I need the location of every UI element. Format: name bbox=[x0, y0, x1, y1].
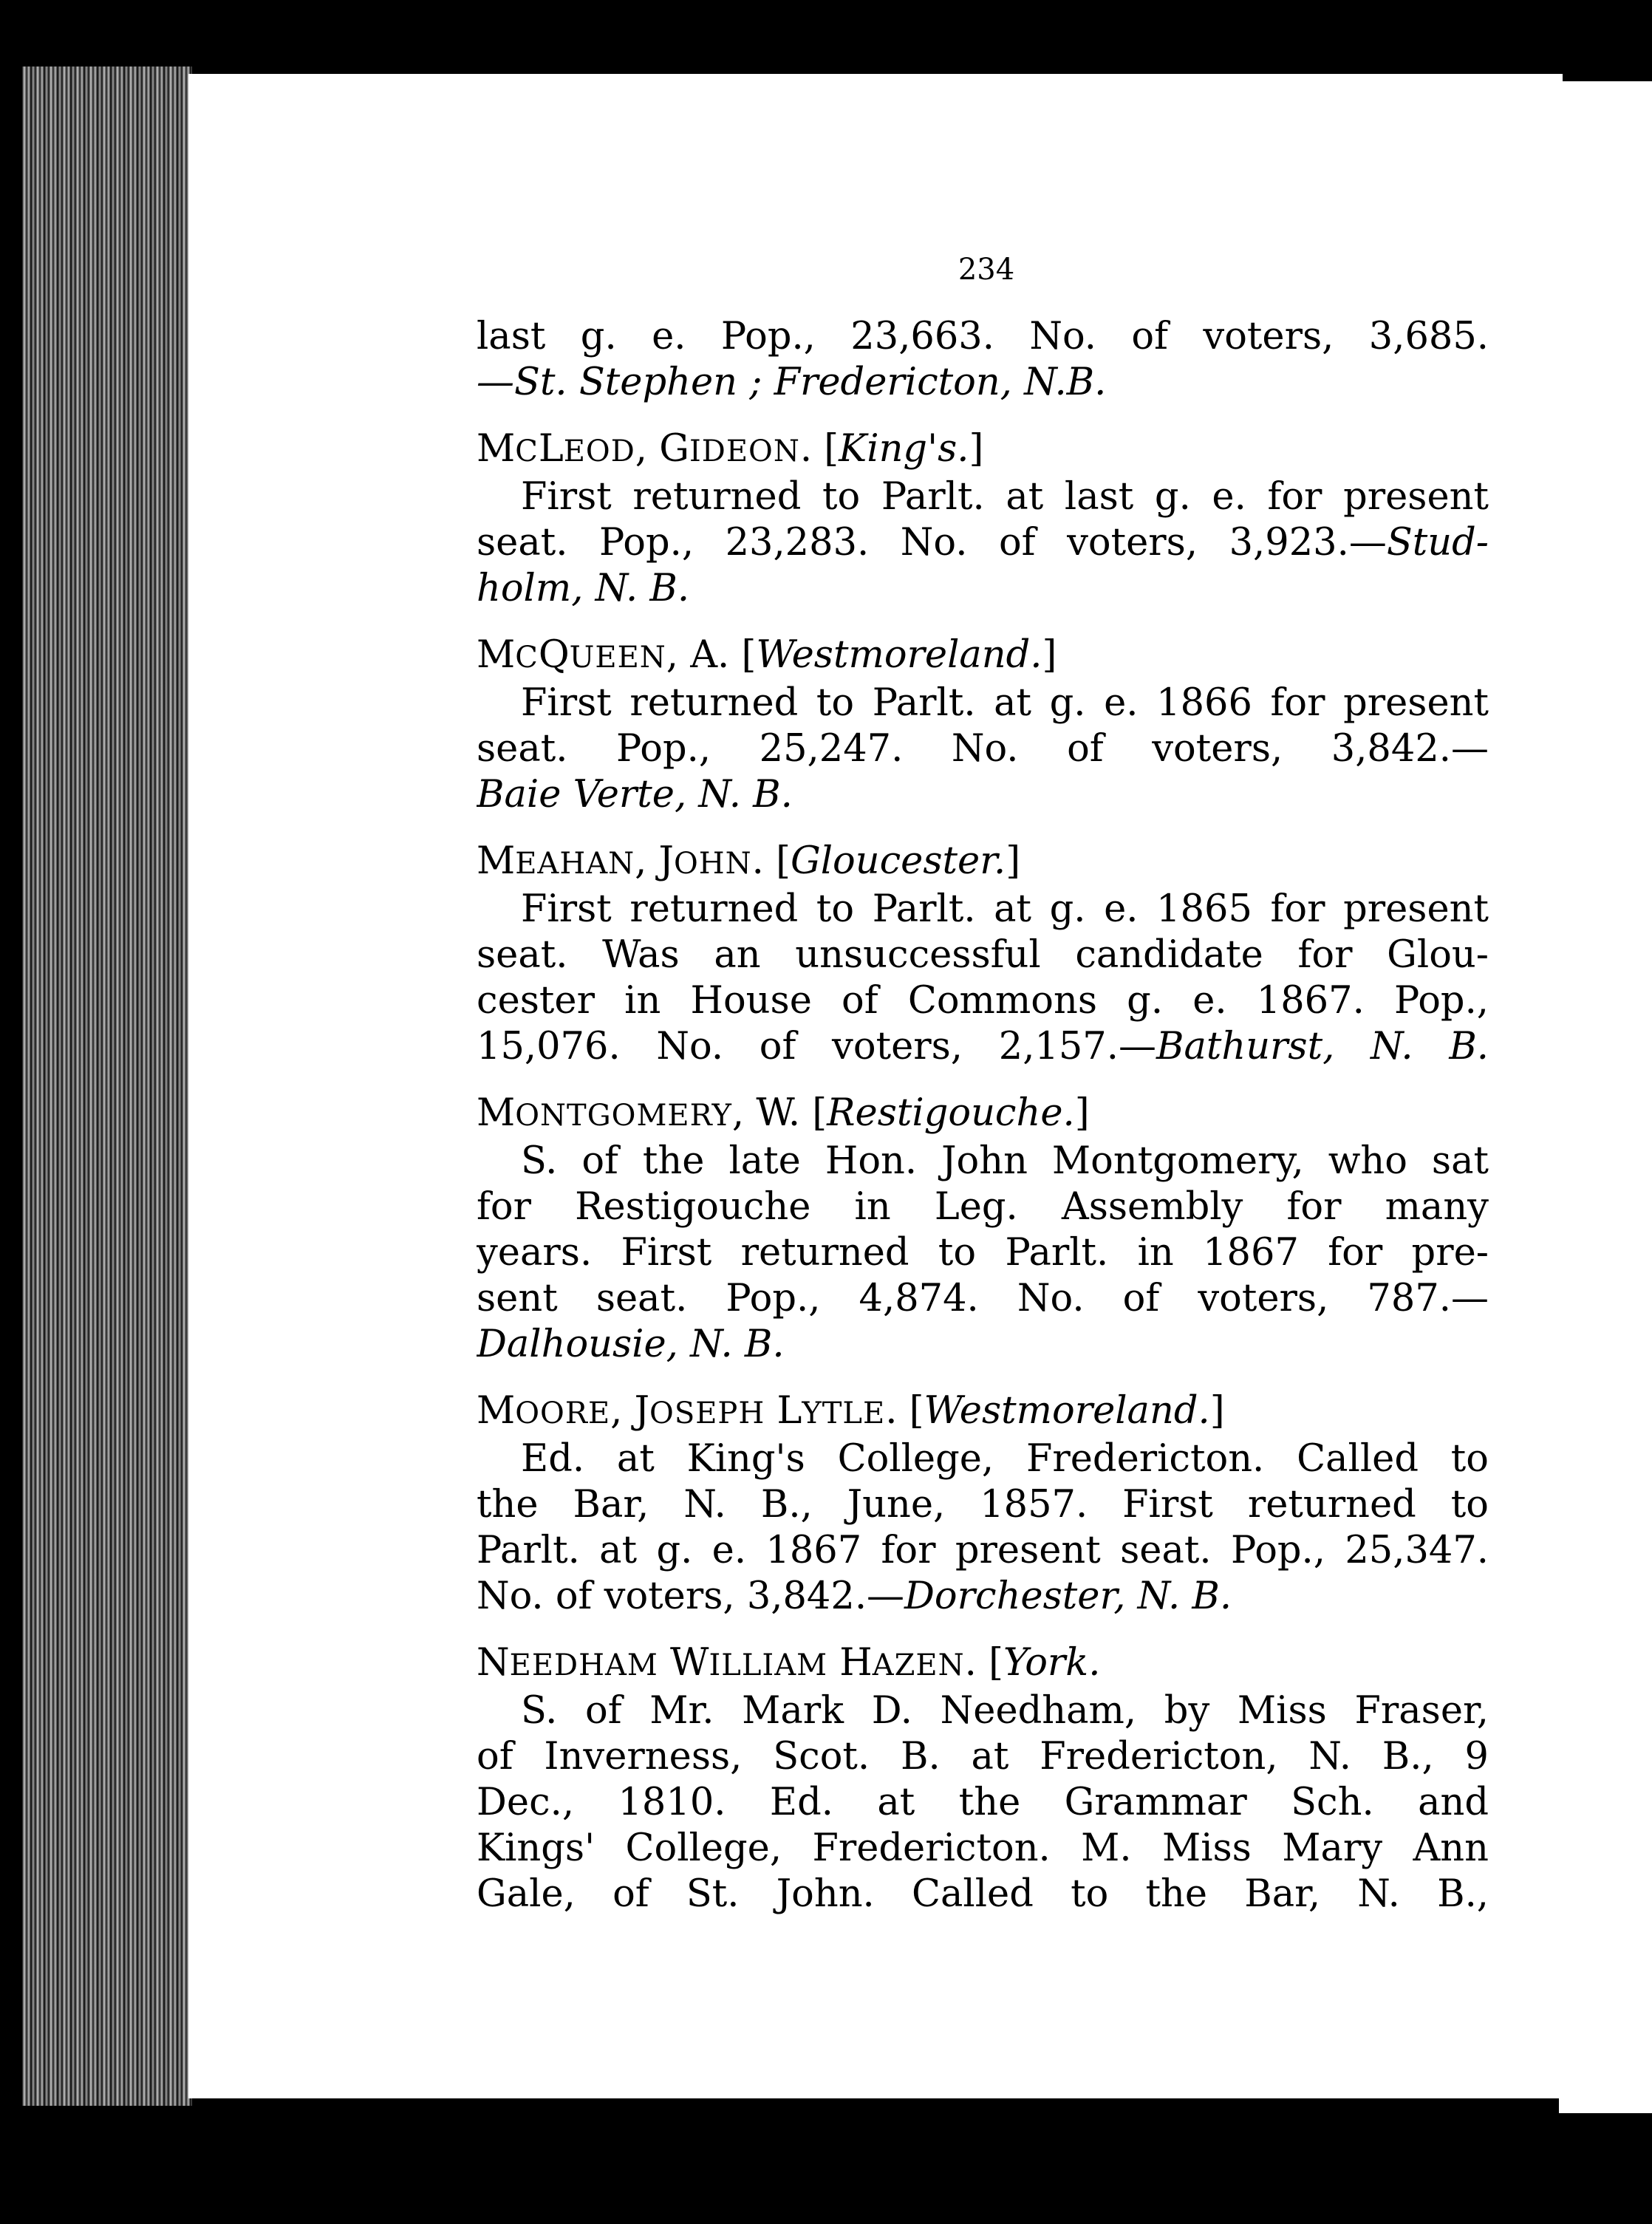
page-number: 234 bbox=[958, 253, 1015, 287]
heading-letter: L bbox=[776, 1389, 802, 1433]
place-name: Stud- bbox=[1386, 521, 1489, 564]
heading-smallcaps: ILLIAM bbox=[709, 1648, 828, 1682]
heading-separator: , bbox=[635, 839, 659, 883]
heading-smallcaps: ONTGOMERY bbox=[515, 1099, 732, 1133]
heading-smallcaps: YTLE bbox=[802, 1396, 886, 1430]
text-line: sent seat. Pop., 4,874. No. of voters, 787.— bbox=[477, 1277, 1489, 1320]
text-line: Gale, of St. John. Called to the Bar, N. B., bbox=[477, 1872, 1489, 1916]
text-line: First returned to Parlt. at last g. e. for present bbox=[521, 475, 1489, 519]
text-line bbox=[477, 1024, 1489, 1070]
heading-letter: W bbox=[670, 1641, 709, 1685]
text-span: No. of voters, 3,842.— bbox=[477, 1575, 905, 1618]
heading-letter: J bbox=[634, 1389, 650, 1433]
constituency: Gloucester. bbox=[791, 839, 1006, 883]
heading-letter: M bbox=[477, 839, 516, 883]
heading-smallcaps: EAHAN bbox=[515, 847, 635, 881]
heading-punct: ] bbox=[1074, 1091, 1090, 1135]
text-span: 15,076. No. of voters, 2,157.— bbox=[477, 1025, 1156, 1068]
text-line: years. First returned to Parlt. in 1867 for pre- bbox=[477, 1231, 1489, 1275]
heading-smallcaps: AZEN bbox=[872, 1648, 965, 1682]
heading-smallcaps: OHN bbox=[673, 847, 752, 881]
place-name: Dorchester, N. B. bbox=[904, 1575, 1232, 1618]
text-line: Kings' College, Fredericton. M. Miss Mary Ann bbox=[477, 1826, 1489, 1870]
text-line bbox=[477, 1574, 1489, 1620]
heading-letter: L bbox=[538, 427, 564, 471]
heading-letter: M bbox=[477, 1091, 516, 1135]
text-line: S. of the late Hon. John Montgomery, who sat bbox=[521, 1139, 1489, 1183]
constituency: Westmoreland. bbox=[924, 1389, 1210, 1433]
heading-letter: J bbox=[658, 839, 674, 883]
entry-heading-moore bbox=[477, 1388, 1489, 1436]
heading-smallcaps: C bbox=[515, 641, 539, 675]
heading-punct: ] bbox=[1042, 633, 1057, 677]
heading-smallcaps: IDEON bbox=[689, 434, 800, 468]
text-line bbox=[477, 520, 1489, 566]
heading-letter: Q bbox=[538, 633, 570, 677]
heading-punct: . [ bbox=[799, 427, 839, 471]
text-line: First returned to Parlt. at g. e. 1866 for present bbox=[521, 681, 1489, 725]
constituency: Restigouche. bbox=[827, 1091, 1075, 1135]
entry-heading-meahan bbox=[477, 839, 1489, 887]
heading-punct: , W. [ bbox=[731, 1091, 827, 1135]
page-edge-stack bbox=[22, 66, 192, 2106]
heading-separator: , bbox=[610, 1389, 635, 1433]
heading-letter: N bbox=[477, 1641, 510, 1685]
facing-page-edge bbox=[1559, 81, 1652, 2113]
page-text bbox=[477, 255, 1489, 1917]
place-name: Bathurst, N. B. bbox=[1156, 1025, 1489, 1068]
text-line: cester in House of Commons g. e. 1867. Pop., bbox=[477, 979, 1489, 1023]
text-line: Parlt. at g. e. 1867 for present seat. Pop., 25,347. bbox=[477, 1529, 1489, 1572]
text-line: S. of Mr. Mark D. Needham, by Miss Fraser, bbox=[521, 1689, 1489, 1733]
text-line: First returned to Parlt. at g. e. 1865 for present bbox=[521, 887, 1489, 931]
text-line: Baie Verte, N. B. bbox=[477, 773, 793, 816]
text-line: of Inverness, Scot. B. at Fredericton, N. B., 9 bbox=[477, 1735, 1489, 1778]
constituency: King's. bbox=[839, 427, 969, 471]
heading-letter: M bbox=[477, 1389, 516, 1433]
entry-heading-mcqueen bbox=[477, 632, 1489, 680]
heading-punct: ] bbox=[969, 427, 984, 471]
text-line: seat. Pop., 25,247. No. of voters, 3,842.— bbox=[477, 727, 1489, 771]
entry-heading-mcleod bbox=[477, 426, 1489, 474]
text-line: for Restigouche in Leg. Assembly for many bbox=[477, 1185, 1489, 1229]
heading-smallcaps: EOD bbox=[563, 434, 635, 468]
heading-punct: ] bbox=[1209, 1389, 1225, 1433]
heading-separator bbox=[658, 1641, 670, 1685]
heading-punct: ] bbox=[1006, 839, 1021, 883]
heading-letter: M bbox=[477, 427, 516, 471]
constituency: Westmoreland. bbox=[756, 633, 1042, 677]
heading-separator bbox=[765, 1389, 776, 1433]
heading-letter: H bbox=[839, 1641, 873, 1685]
text-line: Dec., 1810. Ed. at the Grammar Sch. and bbox=[477, 1781, 1489, 1824]
heading-smallcaps: OSEPH bbox=[649, 1396, 765, 1430]
text-span: seat. Pop., 23,283. No. of voters, 3,923.— bbox=[477, 521, 1387, 564]
text-line: last g. e. Pop., 23,663. No. of voters, 3,685. bbox=[477, 315, 1489, 358]
heading-smallcaps: C bbox=[515, 434, 539, 468]
heading-letter: M bbox=[477, 633, 516, 677]
text-line: —St. Stephen ; Fredericton, N.B. bbox=[477, 361, 1107, 404]
text-line: Ed. at King's College, Fredericton. Called to bbox=[521, 1437, 1489, 1481]
heading-separator bbox=[827, 1641, 839, 1685]
heading-smallcaps: UEEN bbox=[569, 641, 666, 675]
heading-smallcaps: OORE bbox=[515, 1396, 611, 1430]
text-line: holm, N. B. bbox=[477, 567, 690, 610]
heading-punct: . [ bbox=[964, 1641, 1003, 1685]
text-line: seat. Was an unsuccessful candidate for Glou- bbox=[477, 933, 1489, 977]
heading-separator: , bbox=[635, 427, 660, 471]
heading-letter: G bbox=[659, 427, 689, 471]
heading-smallcaps: EEDHAM bbox=[509, 1648, 658, 1682]
constituency: York. bbox=[1003, 1641, 1101, 1685]
entry-heading-montgomery bbox=[477, 1091, 1489, 1139]
heading-punct: . [ bbox=[751, 839, 791, 883]
heading-punct: , A. [ bbox=[666, 633, 757, 677]
heading-punct: . [ bbox=[885, 1389, 924, 1433]
text-line: the Bar, N. B., June, 1857. First returned to bbox=[477, 1483, 1489, 1527]
entry-heading-needham bbox=[477, 1640, 1489, 1688]
text-line: Dalhousie, N. B. bbox=[477, 1323, 785, 1366]
